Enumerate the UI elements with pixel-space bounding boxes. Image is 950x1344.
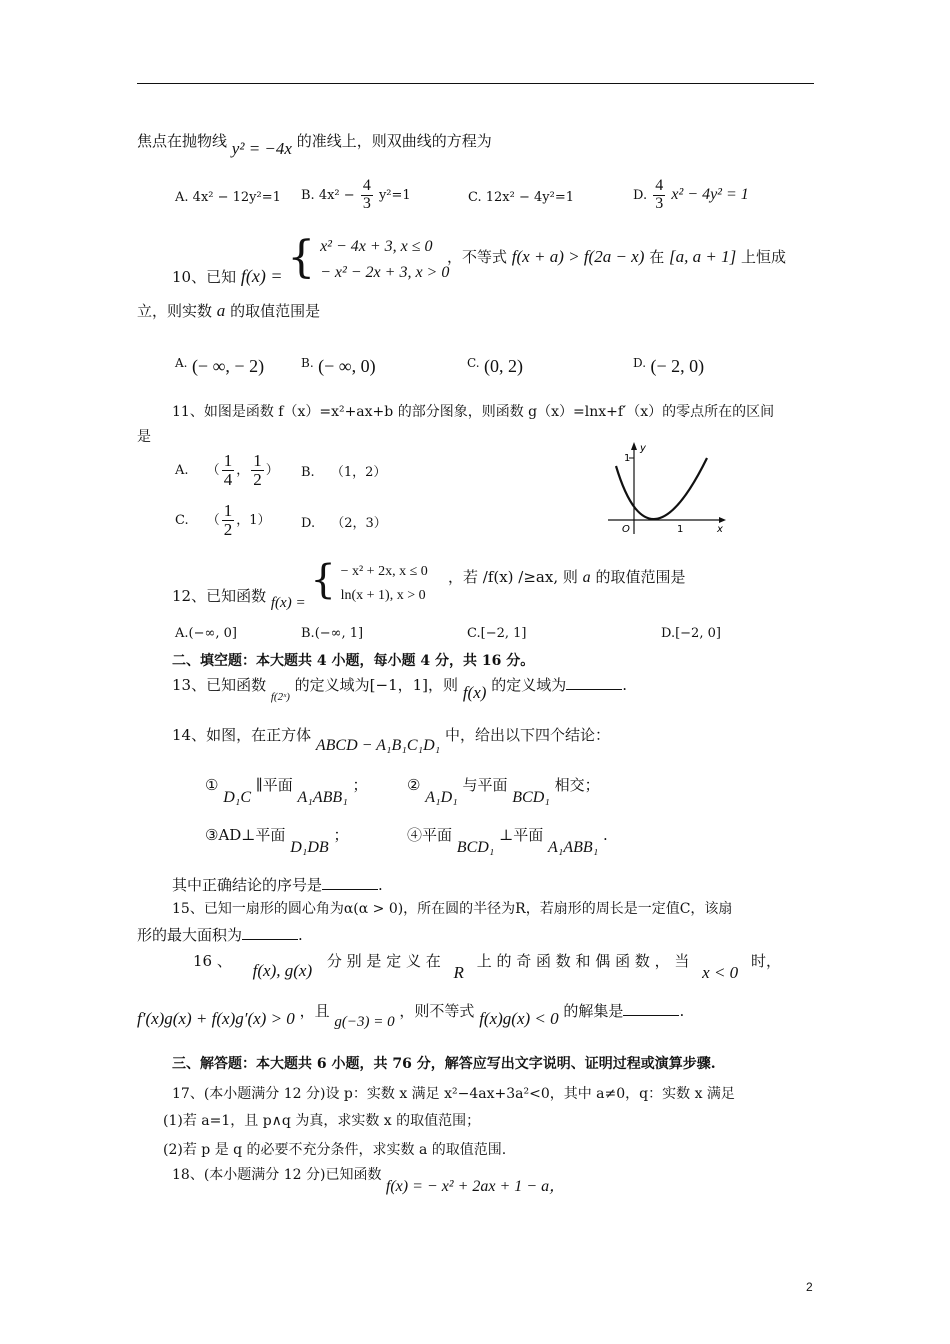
q15-stem: 15、已知一扇形的圆心角为α(α > 0)，所在圆的半径为R，若扇形的周长是一定值C，该扇 xyxy=(172,901,733,917)
header-rule xyxy=(137,83,814,84)
x-tick-label: 1 xyxy=(677,524,684,535)
q15-stem-line2: 形的最大面积为 . xyxy=(137,926,303,944)
q17-part-1: (1)若 a=1，且 p∧q 为真，求实数 x 的取值范围； xyxy=(163,1113,481,1129)
q17-part-2: (2)若 p 是 q 的必要不充分条件，求实数 a 的取值范围. xyxy=(163,1142,507,1158)
q17-stem: 17、(本小题满分 12 分)设 p：实数 x 满足 x²−4ax+3a²<0，其中 a≠0，q：实数 x 满足 xyxy=(172,1086,735,1102)
q10-option-a[interactable]: A. (− ∞, − 2) xyxy=(175,356,265,376)
q12-option-d[interactable]: D.[−2, 0] xyxy=(661,626,721,641)
q14-stem: 14、如图，在正方体 ABCD − A₁B₁C₁D₁ 中，给出以下四个结论： xyxy=(172,726,610,754)
q16-answer-blank[interactable] xyxy=(623,1003,679,1016)
page-number: 2 xyxy=(806,1280,813,1294)
q14-conclusion-1: ① D₁C ∥平面 A₁ABB₁ ； xyxy=(205,776,368,806)
q14-answer-blank[interactable] xyxy=(322,877,378,890)
q9-option-b[interactable]: B. 4x² − $\frac{4}{3}$ y²=1 xyxy=(301,177,411,212)
q16-stem: 16 、 f(x), g(x) 分 别 是 定 义 在 R 上 的 奇 函 数 和 偶 函 数 ， 当 x < 0 时， xyxy=(193,952,781,982)
origin-label: O xyxy=(622,524,630,535)
q10-stem: 10、已知 f(x) = { x² − 4x + 3, x ≤ 0 − x² − 2x + 3, x > 0 xyxy=(172,232,450,286)
q9-option-a[interactable]: A. 4x² − 12y²=1 xyxy=(175,190,281,205)
q9-option-c[interactable]: C. 12x² − 4y²=1 xyxy=(468,190,574,205)
y-axis-arrow xyxy=(631,442,637,450)
x-axis-label: x xyxy=(717,524,723,535)
q15-answer-blank[interactable] xyxy=(242,927,298,940)
q14-question: 其中正确结论的序号是 . xyxy=(172,876,383,894)
q12-option-c[interactable]: C.[−2, 1] xyxy=(467,626,527,641)
q18-stem: 18、(本小题满分 12 分)已知函数 f(x) = − x² + 2ax + 1 − a， xyxy=(172,1167,566,1195)
q12-option-b[interactable]: B.(−∞, 1] xyxy=(301,626,364,641)
parabola-curve xyxy=(616,458,707,519)
y-tick-label: 1 xyxy=(624,453,631,464)
q14-conclusion-2: ② A₁D₁ 与平面 BCD₁ 相交； xyxy=(407,776,600,806)
q12-stem: 12、已知函数 f(x) = { − x² + 2x, x ≤ 0 ln(x + 1), x > 0 xyxy=(172,557,428,611)
q9-stem: 焦点在抛物线 y² = −4x 的准线上，则双曲线的方程为 xyxy=(137,132,492,158)
q16-stem-line2: f′(x)g(x) + f(x)g′(x) > 0 ，且 g(−3) = 0 ，则不等式 f(x)g(x) < 0 的解集是 . xyxy=(137,1002,685,1030)
q10-option-b[interactable]: B. (− ∞, 0) xyxy=(301,356,376,376)
section-fill-in-heading: 二、填空题：本大题共 4 小题，每小题 4 分，共 16 分。 xyxy=(172,653,535,669)
q13-answer-blank[interactable] xyxy=(566,677,622,690)
q9-option-d[interactable]: D. $\frac{4}{3}$ x² − 4y² = 1 xyxy=(633,177,749,212)
q11-option-c[interactable]: C. （ $\frac{1}{2}$ ，1） xyxy=(175,501,271,539)
q10-stem-tail: ，不等式 f(x + a) > f(2a − x) 在 [a, a + 1] 上恒成 xyxy=(447,247,786,266)
q12-option-a[interactable]: A.(−∞, 0] xyxy=(175,626,237,641)
q11-stem: 11、如图是函数 f（x）=x²+ax+b 的部分图象，则函数 g（x）=lnx+f′（x）的零点所在的区间 xyxy=(172,404,775,420)
q13-stem: 13、已知函数 $_{f(2ˣ)}$ 的定义域为[−1，1]，则 f(x) 的定义域为 . xyxy=(172,676,627,703)
y-axis-label: y xyxy=(640,443,646,454)
section-solve-heading: 三、解答题：本大题共 6 小题，共 76 分，解答应写出文字说明、证明过程或演算步骤. xyxy=(172,1056,716,1072)
q10-brace: { xyxy=(287,232,316,283)
x-axis-arrow xyxy=(719,517,726,523)
q10-stem-line2: 立，则实数 a 的取值范围是 xyxy=(137,301,321,320)
q11-option-a[interactable]: A. （ $\frac{1}{4}$ ， $\frac{1}{2}$ ） xyxy=(175,451,279,489)
q11-parabola-graph xyxy=(604,436,730,536)
q12-brace: { xyxy=(310,557,336,603)
q11-stem-line2: 是 xyxy=(137,429,151,445)
q10-option-c[interactable]: C. (0, 2) xyxy=(467,356,524,376)
q10-option-d[interactable]: D. (− 2, 0) xyxy=(633,356,705,376)
q14-conclusion-4: ④平面 BCD₁ ⊥平面 A₁ABB₁ . xyxy=(407,826,608,856)
q11-option-b[interactable]: B. （1，2） xyxy=(301,465,387,480)
q14-conclusion-3: ③AD⊥平面 D₁DB ； xyxy=(205,826,349,856)
q12-stem-tail: ，若 /f(x) /≥ax, 则 a 的取值范围是 xyxy=(448,568,686,586)
q11-option-d[interactable]: D. （2，3） xyxy=(301,516,387,531)
